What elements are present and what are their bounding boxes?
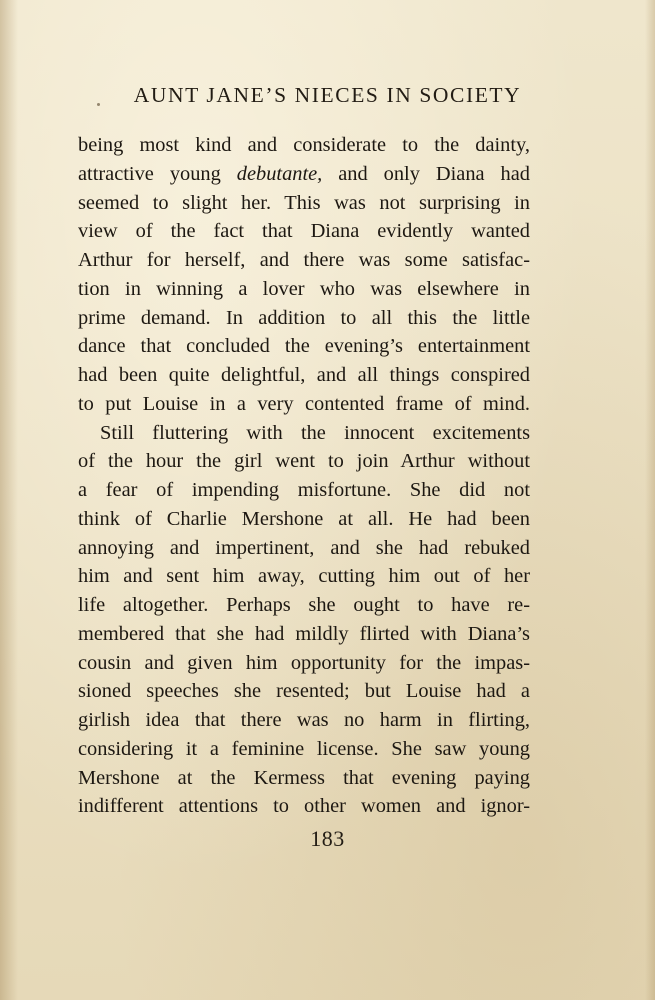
text-line: girlish idea that there was no harm in flirting, bbox=[78, 709, 530, 731]
text-line: indifferent attentions to other women and ignor- bbox=[78, 795, 530, 818]
text-line: considering it a feminine license. She saw young bbox=[78, 737, 530, 760]
text-line: of the hour the girl went to join Arthur without bbox=[78, 450, 530, 473]
text-line: Still fluttering with the innocent excitements bbox=[100, 421, 530, 444]
text-line: annoying and impertinent, and she had rebuked bbox=[78, 536, 530, 559]
text-fragment: and only Diana had bbox=[338, 162, 530, 185]
text-line: membered that she had mildly flirted with Diana’s bbox=[78, 622, 530, 645]
body-text bbox=[78, 131, 530, 821]
running-head: AUNT JANE’S NIECES IN SOCIETY bbox=[133, 83, 522, 107]
text-line: Arthur for herself, and there was some satisfac- bbox=[78, 249, 530, 271]
text-line bbox=[78, 160, 530, 189]
text-line: view of the fact that Diana evidently wanted bbox=[78, 220, 530, 243]
text-line: dance that concluded the evening’s entertainment bbox=[78, 335, 530, 358]
text-line: life altogether. Perhaps she ought to have re- bbox=[78, 594, 530, 616]
text-line: prime demand. In addition to all this the little bbox=[78, 306, 530, 329]
text-line: cousin and given him opportunity for the impas- bbox=[78, 651, 530, 674]
italic-word: debutante, bbox=[236, 162, 323, 185]
text-line: seemed to slight her. This was not surprising in bbox=[78, 191, 530, 214]
text-line: sioned speeches she resented; but Louise had a bbox=[78, 680, 530, 703]
text-line: a fear of impending misfortune. She did not bbox=[78, 479, 530, 501]
text-line: being most kind and considerate to the dainty, bbox=[78, 134, 530, 156]
text-line: Mershone at the Kermess that evening paying bbox=[78, 766, 530, 789]
text-line: him and sent him away, cutting him out of her bbox=[78, 565, 530, 588]
page-number: 183 bbox=[310, 826, 345, 851]
text-fragment: attractive young bbox=[78, 162, 221, 185]
text-line: think of Charlie Mershone at all. He had been bbox=[78, 507, 530, 530]
text-line: had been quite delightful, and all things conspired bbox=[78, 364, 530, 386]
text-line: to put Louise in a very contented frame of mind. bbox=[78, 392, 530, 415]
text-line: tion in winning a lover who was elsewhere in bbox=[78, 277, 530, 300]
